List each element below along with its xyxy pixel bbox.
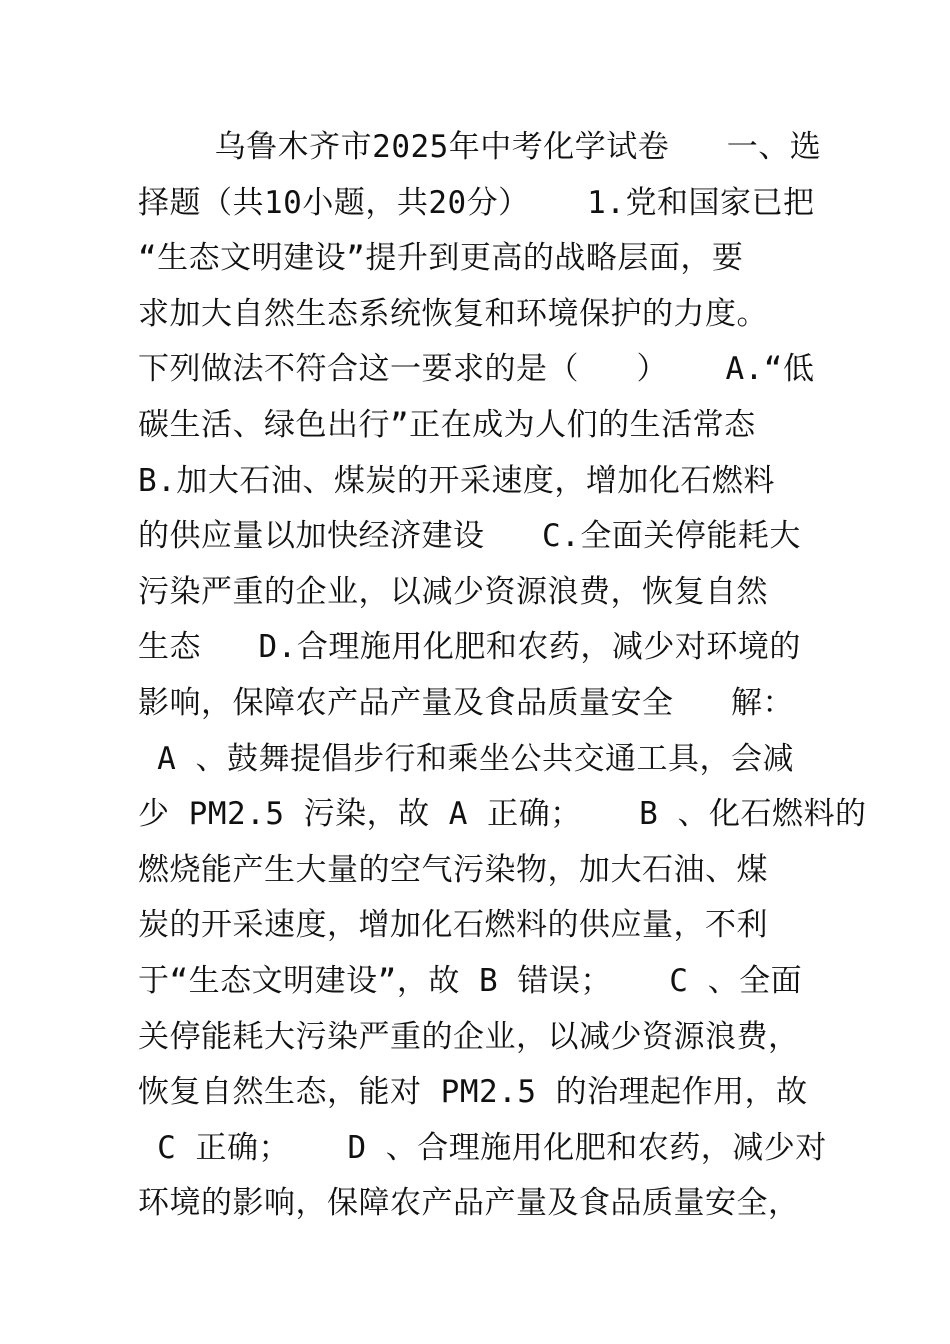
text-line: 污染严重的企业，以减少资源浪费，恢复自然 xyxy=(138,573,768,610)
text-line: A 、鼓舞提倡步行和乘坐公共交通工具，会减 xyxy=(138,740,794,777)
text-line: 燃烧能产生大量的空气污染物，加大石油、煤 xyxy=(138,851,768,888)
text-line: “生态文明建设”提升到更高的战略层面，要 xyxy=(138,240,744,277)
text-line: 影响，保障农产品产量及食品质量安全 解： xyxy=(138,684,794,721)
text-line: 炭的开采速度，增加化石燃料的供应量，不利 xyxy=(138,907,768,944)
exam-text-body xyxy=(138,120,867,1232)
text-line: 择题（共10小题，共20分） 1.党和国家已把 xyxy=(138,184,815,221)
text-line: 碳生活、绿色出行”正在成为人们的生活常态 xyxy=(138,406,756,443)
text-line: 生态 D.合理施用化肥和农药，减少对环境的 xyxy=(138,629,801,666)
text-line: 于“生态文明建设”，故 B 错误； C 、全面 xyxy=(138,962,803,999)
text-line: 关停能耗大污染严重的企业，以减少资源浪费， xyxy=(138,1018,800,1055)
text-line: 的供应量以加快经济建设 C.全面关停能耗大 xyxy=(138,518,801,555)
text-line: 环境的影响，保障农产品产量及食品质量安全， xyxy=(138,1185,800,1222)
text-line: C 正确； D 、合理施用化肥和农药，减少对 xyxy=(138,1129,827,1166)
text-line: 乌鲁木齐市2025年中考化学试卷 一、选 xyxy=(138,129,822,165)
text-line: B.加大石油、煤炭的开采速度，增加化石燃料 xyxy=(138,462,775,499)
text-line: 少 PM2.5 污染，故 A 正确； B 、化石燃料的 xyxy=(138,796,867,833)
text-line: 下列做法不符合这一要求的是（ ） A.“低 xyxy=(138,351,815,388)
text-line: 求加大自然生态系统恢复和环境保护的力度。 xyxy=(138,295,768,332)
text-line: 恢复自然生态，能对 PM2.5 的治理起作用，故 xyxy=(138,1074,808,1111)
